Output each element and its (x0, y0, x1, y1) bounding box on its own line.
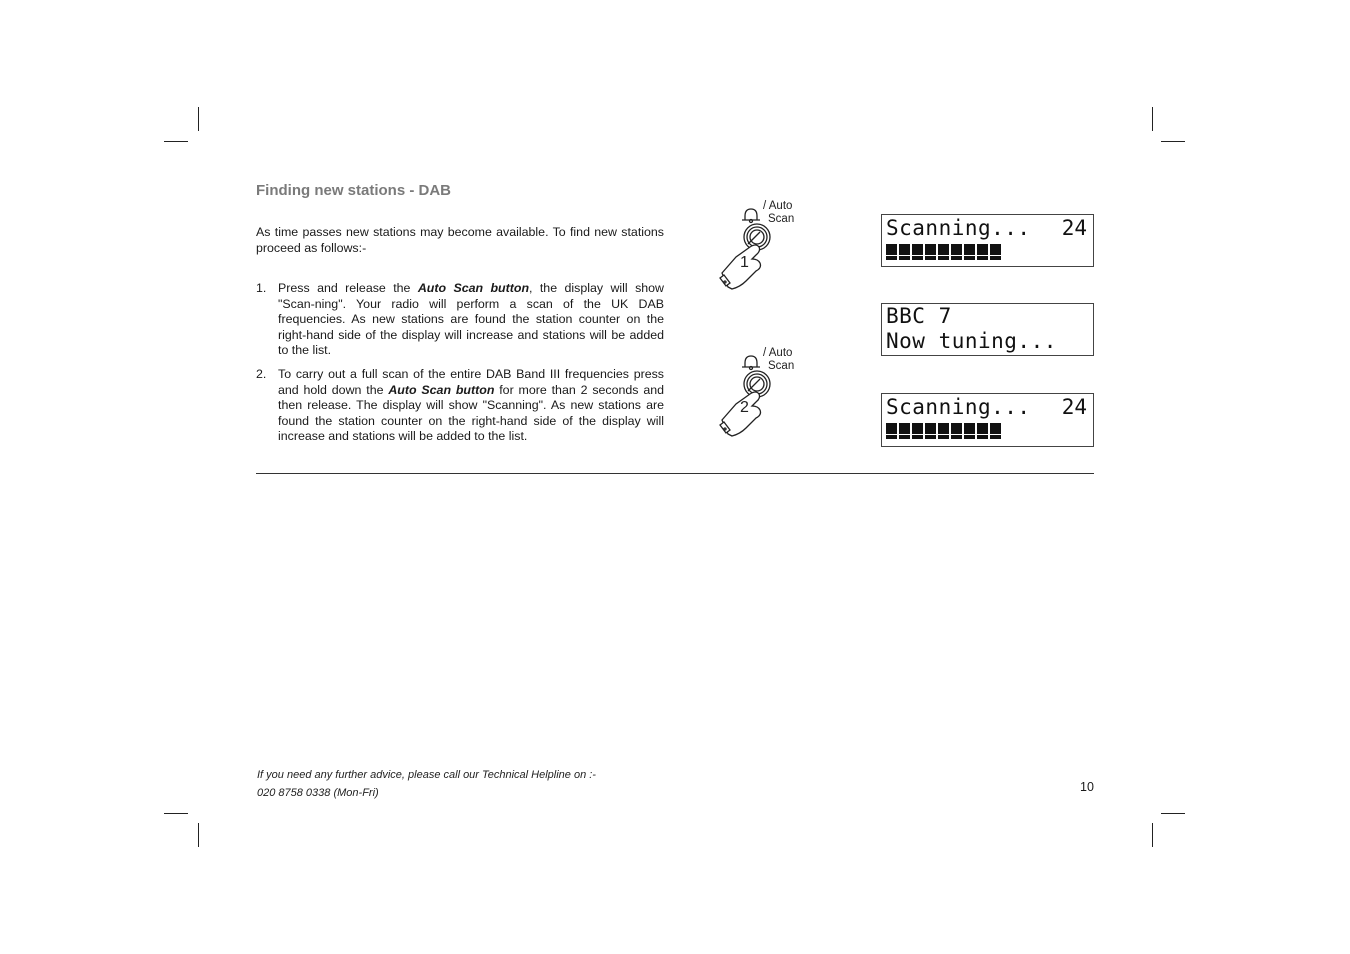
progress-block (912, 244, 923, 260)
lcd-line-1: Scanning... (886, 395, 1031, 419)
lcd-line-1: Scanning... (886, 216, 1031, 240)
helpline-number: 020 8758 0338 (Mon-Fri) (257, 787, 379, 799)
progress-block (977, 423, 988, 439)
bell-icon (742, 356, 760, 367)
progress-block (990, 423, 1001, 439)
lcd-display-scanning (881, 214, 1094, 267)
helpline-text: If you need any further advice, please call our Technical Helpline on :- (257, 769, 596, 781)
section-title: Finding new stations - DAB (256, 182, 451, 199)
finger-press-icon (712, 345, 812, 445)
crop-mark (164, 813, 188, 814)
crop-mark (1152, 107, 1153, 131)
lcd-display-now-tuning (881, 303, 1094, 356)
auto-scan-emphasis: Auto Scan button (417, 281, 530, 295)
progress-block (964, 423, 975, 439)
crop-mark (1161, 141, 1185, 142)
crop-mark (164, 141, 188, 142)
step-text: Press and release the Auto Scan button, the display will show "Scan-ning". Your radio will perform a scan of the UK DAB frequencies. As new stations are found the station counter on the right-hand side of the display will increase and stations will be added to the list. (278, 281, 665, 357)
progress-block (990, 244, 1001, 260)
station-counter: 24 (1061, 395, 1087, 419)
bell-icon (742, 209, 760, 220)
progress-block (951, 244, 962, 260)
progress-block (899, 244, 910, 260)
lcd-display-scanning (881, 393, 1094, 447)
step-number: 2. (256, 367, 267, 381)
lcd-line-1: BBC 7 (886, 304, 952, 328)
step-badge: 1 (740, 254, 749, 271)
step-2 (256, 367, 664, 445)
page-number: 10 (1080, 780, 1094, 794)
station-counter: 24 (1061, 216, 1087, 240)
lcd-line-2: Now tuning... (886, 329, 1057, 353)
crop-mark (198, 823, 199, 847)
auto-scan-button-illustration-1 (712, 198, 812, 298)
progress-block (951, 423, 962, 439)
progress-block (925, 244, 936, 260)
progress-block (899, 423, 910, 439)
progress-block (938, 244, 949, 260)
progress-block (977, 244, 988, 260)
progress-block (925, 423, 936, 439)
step-1 (256, 281, 664, 359)
step-number: 1. (256, 281, 267, 295)
scan-progress-bar (886, 423, 1001, 439)
progress-block (886, 423, 897, 439)
step-badge: 2 (740, 399, 749, 416)
crop-mark (1152, 823, 1153, 847)
finger-press-icon (712, 198, 812, 298)
progress-block (964, 244, 975, 260)
button-label: / Auto Scan (763, 200, 795, 225)
progress-block (912, 423, 923, 439)
crop-mark (1161, 813, 1185, 814)
step-text: To carry out a full scan of the entire DAB Band III frequencies press and hold down the Auto Scan button for more than 2 seconds and then release. The display will show "Scanning". As new stations are found the station counter on the right-hand side of the display will increase and stations will be added to the list. (278, 367, 664, 443)
progress-block (886, 244, 897, 260)
progress-block (938, 423, 949, 439)
auto-scan-button-illustration-2 (712, 345, 812, 445)
crop-mark (198, 107, 199, 131)
scan-progress-bar (886, 244, 1001, 260)
auto-scan-emphasis: Auto Scan button (388, 382, 495, 397)
button-label: / Auto Scan (763, 347, 795, 372)
intro-paragraph: As time passes new stations may become available. To find new stations proceed as follows:- (256, 225, 664, 255)
section-divider (256, 473, 1094, 474)
